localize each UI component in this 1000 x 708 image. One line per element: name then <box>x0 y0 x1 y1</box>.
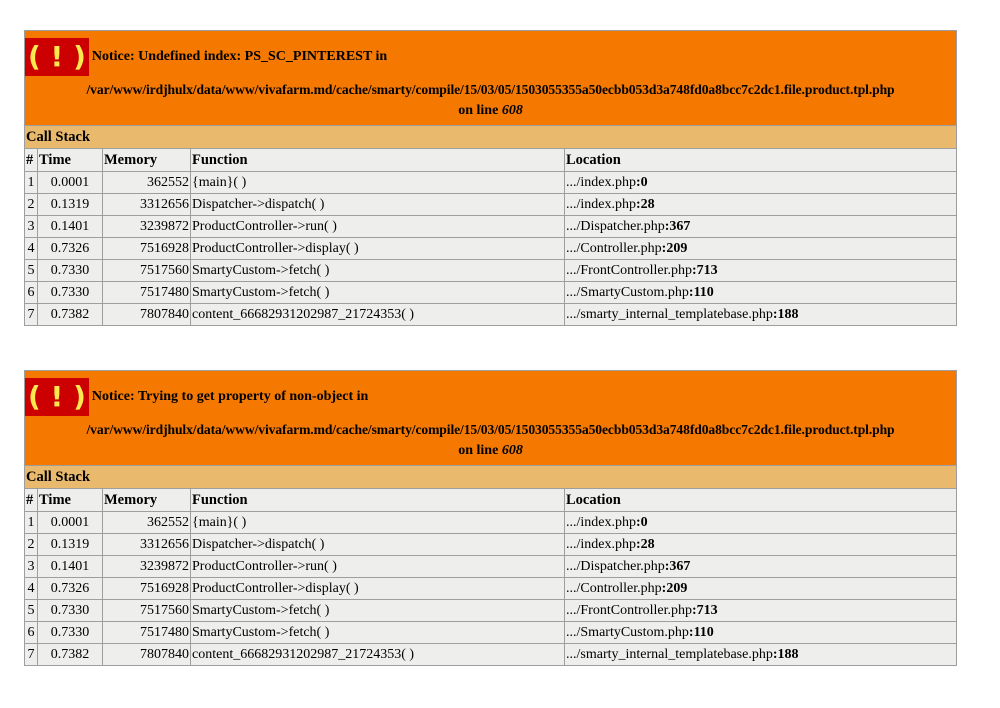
col-header-number: # <box>25 489 38 512</box>
xdebug-error-table <box>24 30 957 326</box>
stack-location-file: .../Controller.php <box>566 581 662 596</box>
table-row <box>25 216 957 238</box>
stack-time: 0.0001 <box>38 512 103 534</box>
stack-location-file: .../FrontController.php <box>566 263 692 278</box>
stack-memory: 3312656 <box>103 194 191 216</box>
stack-index: 6 <box>25 282 38 304</box>
table-row <box>25 260 957 282</box>
stack-location-line: :110 <box>688 625 714 640</box>
exclamation-icon: ( ! ) <box>25 38 89 76</box>
stack-memory: 362552 <box>103 172 191 194</box>
stack-location-file: .../Dispatcher.php <box>566 559 665 574</box>
stack-time: 0.7330 <box>38 622 103 644</box>
stack-function: ProductController->run( ) <box>191 216 565 238</box>
stack-location <box>565 194 957 216</box>
stack-location <box>565 172 957 194</box>
stack-location <box>565 600 957 622</box>
stack-time: 0.1401 <box>38 556 103 578</box>
stack-location-line: :28 <box>636 197 655 212</box>
stack-location-file: .../Dispatcher.php <box>566 219 665 234</box>
stack-location <box>565 282 957 304</box>
error-header <box>25 371 957 466</box>
stack-index: 7 <box>25 644 38 666</box>
stack-location-line: :209 <box>661 581 688 596</box>
table-row <box>25 534 957 556</box>
stack-index: 5 <box>25 260 38 282</box>
stack-time: 0.7330 <box>38 282 103 304</box>
error-line-number: 608 <box>501 443 523 458</box>
stack-memory: 7516928 <box>103 578 191 600</box>
stack-location-file: .../SmartyCustom.php <box>566 285 689 300</box>
stack-memory: 7807840 <box>103 304 191 326</box>
stack-time: 0.1319 <box>38 194 103 216</box>
stack-memory: 7517560 <box>103 600 191 622</box>
col-header-location: Location <box>565 489 957 512</box>
stack-location-file: .../SmartyCustom.php <box>566 625 689 640</box>
stack-time: 0.1401 <box>38 216 103 238</box>
call-stack-title: Call Stack <box>25 466 957 489</box>
table-row <box>25 238 957 260</box>
stack-location-line: :0 <box>636 175 648 190</box>
table-row <box>25 578 957 600</box>
on-line-label: on line <box>458 443 499 458</box>
stack-function: SmartyCustom->fetch( ) <box>191 622 565 644</box>
stack-location <box>565 534 957 556</box>
stack-memory: 7516928 <box>103 238 191 260</box>
stack-memory: 3239872 <box>103 216 191 238</box>
stack-memory: 362552 <box>103 512 191 534</box>
stack-memory: 7517560 <box>103 260 191 282</box>
error-file-path: /var/www/irdjhulx/data/www/vivafarm.md/cache/smarty/compile/15/03/05/1503055355a50ecbb053d3a748fd0a8bcc7c2dc1.file.product.tpl.php <box>86 422 895 437</box>
stack-location-file: .../index.php <box>566 537 636 552</box>
error-message: Notice: Trying to get property of non-object in <box>91 389 369 404</box>
stack-function: SmartyCustom->fetch( ) <box>191 282 565 304</box>
stack-function: Dispatcher->dispatch( ) <box>191 534 565 556</box>
stack-location <box>565 644 957 666</box>
stack-index: 5 <box>25 600 38 622</box>
stack-index: 4 <box>25 578 38 600</box>
stack-index: 3 <box>25 556 38 578</box>
exclamation-icon: ( ! ) <box>25 378 89 416</box>
stack-memory: 7517480 <box>103 622 191 644</box>
stack-function: ProductController->display( ) <box>191 238 565 260</box>
table-row <box>25 304 957 326</box>
table-row <box>25 556 957 578</box>
col-header-memory: Memory <box>103 149 191 172</box>
table-row <box>25 194 957 216</box>
stack-time: 0.7330 <box>38 260 103 282</box>
stack-location-line: :209 <box>661 241 688 256</box>
stack-time: 0.7382 <box>38 644 103 666</box>
stack-function: content_66682931202987_21724353( ) <box>191 304 565 326</box>
stack-location <box>565 304 957 326</box>
table-row <box>25 172 957 194</box>
stack-location <box>565 578 957 600</box>
stack-location-line: :110 <box>688 285 714 300</box>
table-row <box>25 282 957 304</box>
stack-time: 0.7330 <box>38 600 103 622</box>
stack-index: 2 <box>25 194 38 216</box>
stack-location-file: .../index.php <box>566 515 636 530</box>
stack-location-line: :28 <box>636 537 655 552</box>
stack-index: 4 <box>25 238 38 260</box>
stack-location-file: .../FrontController.php <box>566 603 692 618</box>
error-message: Notice: Undefined index: PS_SC_PINTEREST in <box>91 49 388 64</box>
stack-location <box>565 622 957 644</box>
table-row <box>25 644 957 666</box>
error-line-number: 608 <box>501 103 523 118</box>
stack-index: 6 <box>25 622 38 644</box>
stack-memory: 7517480 <box>103 282 191 304</box>
col-header-number: # <box>25 149 38 172</box>
table-row <box>25 622 957 644</box>
stack-time: 0.7326 <box>38 238 103 260</box>
stack-location-line: :713 <box>692 263 718 278</box>
stack-time: 0.7382 <box>38 304 103 326</box>
col-header-location: Location <box>565 149 957 172</box>
stack-location-line: :367 <box>664 219 691 234</box>
stack-location-line: :188 <box>772 307 799 322</box>
stack-location-file: .../index.php <box>566 197 636 212</box>
stack-function: Dispatcher->dispatch( ) <box>191 194 565 216</box>
column-header-row <box>25 489 957 512</box>
error-file-path: /var/www/irdjhulx/data/www/vivafarm.md/cache/smarty/compile/15/03/05/1503055355a50ecbb053d3a748fd0a8bcc7c2dc1.file.product.tpl.php <box>86 82 895 97</box>
stack-location <box>565 238 957 260</box>
stack-function: content_66682931202987_21724353( ) <box>191 644 565 666</box>
table-row <box>25 512 957 534</box>
stack-time: 0.0001 <box>38 172 103 194</box>
stack-time: 0.7326 <box>38 578 103 600</box>
stack-index: 1 <box>25 172 38 194</box>
table-row <box>25 600 957 622</box>
stack-location-line: :713 <box>692 603 718 618</box>
stack-function: {main}( ) <box>191 512 565 534</box>
stack-location-line: :367 <box>664 559 691 574</box>
stack-location-line: :188 <box>772 647 799 662</box>
stack-index: 3 <box>25 216 38 238</box>
on-line-label: on line <box>458 103 499 118</box>
stack-function: SmartyCustom->fetch( ) <box>191 260 565 282</box>
stack-function: ProductController->display( ) <box>191 578 565 600</box>
stack-location <box>565 512 957 534</box>
stack-time: 0.1319 <box>38 534 103 556</box>
stack-memory: 7807840 <box>103 644 191 666</box>
stack-function: ProductController->run( ) <box>191 556 565 578</box>
col-header-time: Time <box>38 489 103 512</box>
stack-location-line: :0 <box>636 515 648 530</box>
stack-location-file: .../smarty_internal_templatebase.php <box>566 647 773 662</box>
stack-location-file: .../smarty_internal_templatebase.php <box>566 307 773 322</box>
stack-function: {main}( ) <box>191 172 565 194</box>
stack-location <box>565 260 957 282</box>
stack-location-file: .../Controller.php <box>566 241 662 256</box>
stack-index: 2 <box>25 534 38 556</box>
col-header-memory: Memory <box>103 489 191 512</box>
stack-index: 7 <box>25 304 38 326</box>
stack-location-file: .../index.php <box>566 175 636 190</box>
stack-location <box>565 556 957 578</box>
error-header <box>25 31 957 126</box>
stack-location <box>565 216 957 238</box>
stack-memory: 3239872 <box>103 556 191 578</box>
column-header-row <box>25 149 957 172</box>
stack-function: SmartyCustom->fetch( ) <box>191 600 565 622</box>
col-header-time: Time <box>38 149 103 172</box>
xdebug-error-table <box>24 370 957 666</box>
stack-memory: 3312656 <box>103 534 191 556</box>
stack-index: 1 <box>25 512 38 534</box>
call-stack-title: Call Stack <box>25 126 957 149</box>
col-header-function: Function <box>191 149 565 172</box>
col-header-function: Function <box>191 489 565 512</box>
